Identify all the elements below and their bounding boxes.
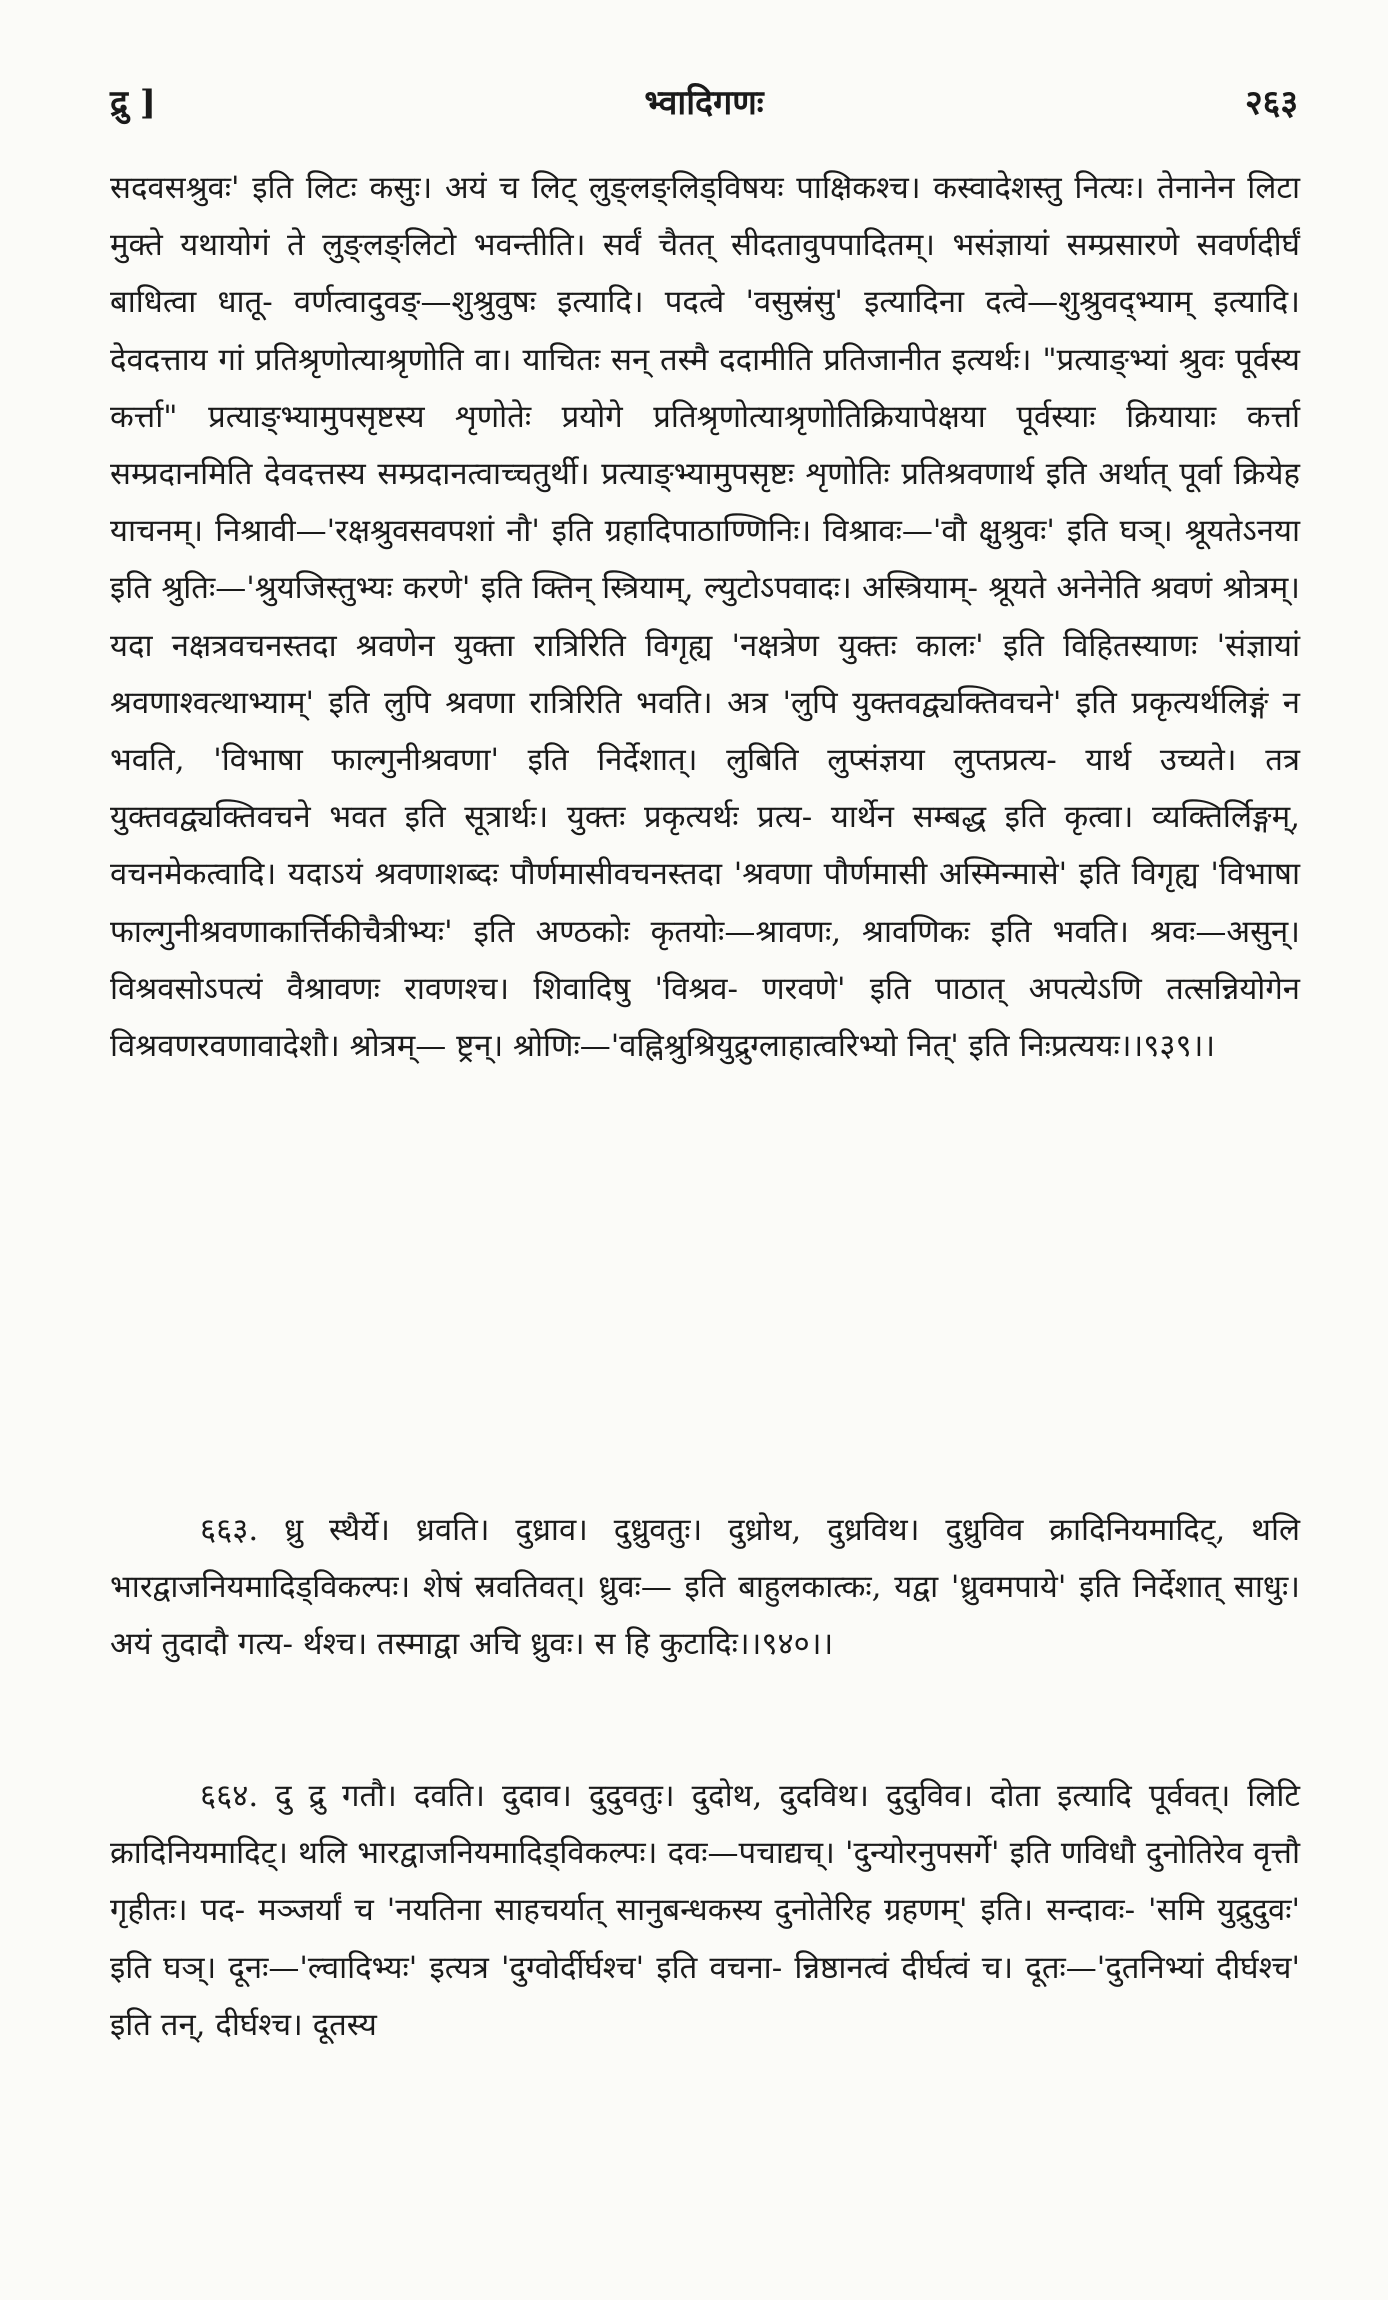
- header-section-marker: द्रु ]: [110, 83, 156, 123]
- paragraph-1: सदवसश्रुवः' इति लिटः कसुः। अयं च लिट् लुङ्लङ्लिड्विषयः पाक्षिकश्च। कस्वादेशस्तु नित्यः। तेनानेन लिटा मुक्ते यथायोगं ते लुङ्लङ्लिटो भवन्तीति। सर्वं चैतत् सीदतावुपपादितम्। भसंज्ञायां सम्प्रसारणे सवर्णदीर्घं बाधित्वा धातू- वर्णत्वादुवङ्—शुश्रुवुषः इत्यादि। पदत्वे 'वसुस्रंसु' इत्यादिना दत्वे—शुश्रुवद्भ्याम् इत्यादि। देवदत्ताय गां प्रतिश्रृणोत्याश्रृणोति वा। याचितः सन् तस्मै ददामीति प्रतिजानीत इत्यर्थः। "प्रत्याङ्भ्यां श्रुवः पूर्वस्य कर्त्ता" प्रत्याङ्भ्यामुपसृष्टस्य शृणोतेः प्रयोगे प्रतिश्रृणोत्याश्रृणोतिक्रियापेक्षया पूर्वस्याः क्रियायाः कर्त्ता सम्प्रदानमिति देवदत्तस्य सम्प्रदानत्वाच्चतुर्थी। प्रत्याङ्भ्यामुपसृष्टः शृणोतिः प्रतिश्रवणार्थ इति अर्थात् पूर्वा क्रियेह याचनम्। निश्रावी—'रक्षश्रुवसवपशां नौ' इति ग्रहादिपाठाण्णिनिः। विश्रावः—'वौ क्षुश्रुवः' इति घञ्। श्रूयतेऽनया इति श्रुतिः—'श्रुयजिस्तुभ्यः करणे' इति क्तिन् स्त्रियाम्, ल्युटोऽपवादः। अस्त्रियाम्- श्रूयते अनेनेति श्रवणं श्रोत्रम्। यदा नक्षत्रवचनस्तदा श्रवणेन युक्ता रात्रिरिति विगृह्य 'नक्षत्रेण युक्तः कालः' इति विहितस्याणः 'संज्ञायां श्रवणाश्वत्थाभ्याम्' इति लुपि श्रवणा रात्रिरिति भवति। अत्र 'लुपि युक्तवद्व्यक्तिवचने' इति प्रकृत्यर्थलिङ्गं न भवति, 'विभाषा फाल्गुनीश्रवणा' इति निर्देशात्। लुबिति लुप्संज्ञया लुप्तप्रत्य- यार्थ उच्यते। तत्र युक्तवद्व्यक्तिवचने भवत इति सूत्रार्थः। युक्तः प्रकृत्यर्थः प्रत्य- यार्थेन सम्बद्ध इति कृत्वा। व्यक्तिर्लिङ्गम्, वचनमेकत्वादि। यदाऽयं श्रवणाशब्दः पौर्णमासीवचनस्तदा 'श्रवणा पौर्णमासी अस्मिन्मासे' इति विगृह्य 'विभाषा फाल्गुनीश्रवणाकार्त्तिकीचैत्रीभ्यः' इति अण्ठकोः कृतयोः—श्रावणः, श्रावणिकः इति भवति। श्रवः—असुन्। विश्रवसोऽपत्यं वैश्रावणः रावणश्च। शिवादिषु 'विश्रव- णरवणे' इति पाठात् अपत्येऽणि तत्सन्नियोगेन विश्रवणरवणावादेशौ। श्रोत्रम्— ष्ट्रन्। श्रोणिः—'वह्निश्रुश्रियुद्रुग्लाहात्वरिभ्यो नित्' इति निःप्रत्ययः।।९३९।।: [110, 170, 1300, 1065]
- page-header: [110, 78, 1298, 128]
- header-chapter-title: भ्वादिगणः: [644, 83, 764, 123]
- header-page-number: २६३: [1244, 83, 1298, 123]
- paragraph-2: ६६३. ध्रु स्थैर्ये। ध्रवति। दुध्राव। दुध्रुवतुः। दुध्रोथ, दुध्रविथ। दुध्रुविव क्रादिनियमादिट्, थलि भारद्वाजनियमादिड्विकल्पः। शेषं स्रवतिवत्। ध्रुवः— इति बाहुलकात्कः, यद्वा 'ध्रुवमपाये' इति निर्देशात् साधुः। अयं तुदादौ गत्य- र्थश्च। तस्माद्वा अचि ध्रुवः। स हि कुटादिः।।९४०।।: [110, 1512, 1300, 1663]
- paragraph-3: ६६४. दु द्रु गतौ। दवति। दुदाव। दुदुवतुः। दुदोथ, दुदविथ। दुदुविव। दोता इत्यादि पूर्ववत्। लिटि क्रादिनियमादिट्। थलि भारद्वाजनियमादिड्विकल्पः। दवः—पचाद्यच्। 'दुन्योरनुपसर्गे' इति णविधौ दुनोतिरेव वृत्तौ गृहीतः। पद- मञ्जर्यां च 'नयतिना साहचर्यात् सानुबन्धकस्य दुनोतेरिह ग्रहणम्' इति। सन्दावः- 'समि युद्रुदुवः' इति घञ्। दूनः—'ल्वादिभ्यः' इत्यत्र 'दुग्वोर्दीर्घश्च' इति वचना- न्निष्ठानत्वं दीर्घत्वं च। दूतः—'दुतनिभ्यां दीर्घश्च' इति तन्, दीर्घश्च। दूतस्य: [110, 1778, 1300, 2043]
